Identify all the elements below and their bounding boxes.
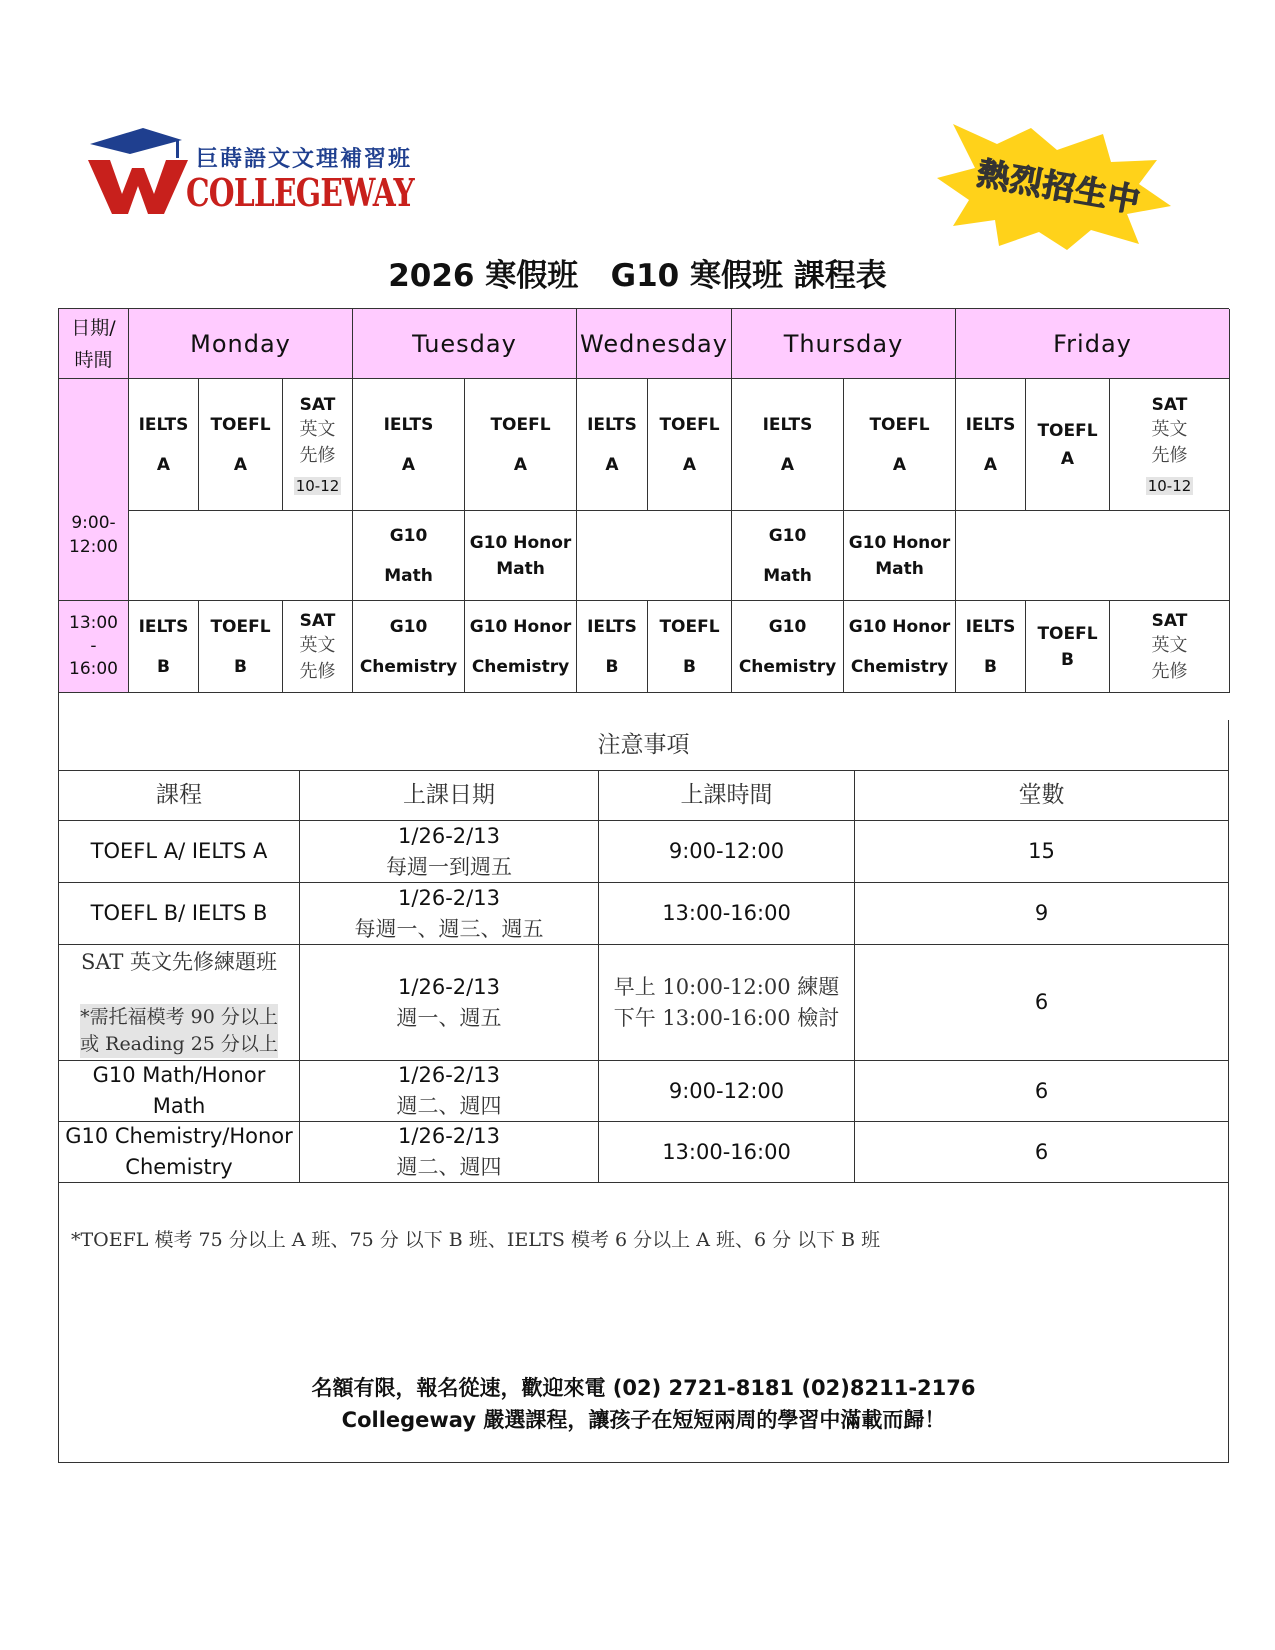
collegeway-logo <box>88 128 418 228</box>
class-level: A <box>1060 448 1075 469</box>
table-row-course <box>59 1122 300 1183</box>
table-row-course: TOEFL A/ IELTS A <box>59 821 300 883</box>
class-subtitle: 英文 <box>299 634 336 656</box>
class-wed-ielts-a <box>577 379 648 511</box>
class-fri-empty <box>956 511 1230 601</box>
class-subject: Math <box>875 558 924 579</box>
table-row-count: 6 <box>855 1061 1228 1122</box>
class-level: A <box>605 454 619 475</box>
class-name: IELTS <box>587 616 637 637</box>
class-level: A <box>780 454 795 475</box>
corner-label-date: 日期/ <box>71 316 116 339</box>
class-level: A <box>156 454 171 475</box>
class-level: A <box>892 454 907 475</box>
class-wed-empty <box>577 511 732 601</box>
class-name: G10 <box>768 616 807 637</box>
class-name: IELTS <box>587 414 637 435</box>
date-weekdays: 週二、週四 <box>396 1094 502 1118</box>
class-fri-toefl-b <box>1026 601 1110 693</box>
time-slot-afternoon <box>59 601 129 693</box>
class-name: G10 Honor <box>469 616 572 637</box>
contact-info <box>59 1372 1228 1436</box>
day-header-tuesday: Tuesday <box>353 309 577 379</box>
date-weekdays: 週二、週四 <box>396 1155 502 1179</box>
class-tue-toefl-a <box>465 379 577 511</box>
class-time-note: 10-12 <box>1147 476 1192 495</box>
class-level: A <box>401 454 416 475</box>
class-mon-sat <box>283 379 353 511</box>
course-name: SAT 英文先修練題班 <box>80 950 278 974</box>
class-wed-ielts-b <box>577 601 648 693</box>
class-name: TOEFL <box>659 616 720 637</box>
class-level: A <box>233 454 248 475</box>
table-row-time: 9:00-12:00 <box>599 1061 855 1122</box>
course-name: G10 Math/Honor <box>92 1063 266 1087</box>
date-weekdays: 每週一、週三、週五 <box>354 916 544 941</box>
course-requirement: 或 Reading 25 分以上 <box>80 1031 278 1058</box>
date-weekdays: 每週一到週五 <box>386 854 512 879</box>
class-fri-ielts-b <box>956 601 1026 693</box>
table-row-date <box>300 883 599 945</box>
date-weekdays: 週一、週五 <box>396 1005 502 1030</box>
class-name: TOEFL <box>210 616 271 637</box>
class-name: SAT <box>1151 394 1188 415</box>
class-fri-toefl-a <box>1026 379 1110 511</box>
date-range: 1/26-2/13 <box>398 974 500 999</box>
course-requirement: *需托福模考 90 分以上 <box>80 1004 278 1031</box>
course-name-cont: Chemistry <box>125 1155 233 1179</box>
class-subject: Math <box>496 558 545 579</box>
course-name: G10 Chemistry/Honor <box>65 1124 293 1148</box>
class-thu-ielts-a <box>732 379 844 511</box>
table-row-date <box>300 1061 599 1122</box>
table-row-date <box>300 1122 599 1183</box>
class-name: G10 <box>389 616 428 637</box>
day-header-monday: Monday <box>129 309 353 379</box>
time-review: 下午 13:00-16:00 檢討 <box>613 1005 840 1030</box>
page-title: 2026 寒假班 G10 寒假班 課程表 <box>388 258 887 294</box>
class-name: G10 Honor <box>848 532 951 553</box>
class-subject: Chemistry <box>471 656 570 677</box>
class-name: G10 Honor <box>469 532 572 553</box>
class-subtitle: 英文 <box>299 418 336 440</box>
badge-text: 熱烈招生中 <box>974 153 1144 221</box>
class-name: IELTS <box>965 616 1016 637</box>
class-name: IELTS <box>138 414 189 435</box>
class-subject: Math <box>384 565 433 586</box>
class-level: B <box>234 656 247 677</box>
class-mon-sat-afternoon <box>283 601 353 693</box>
class-fri-sat-afternoon <box>1110 601 1230 693</box>
notes-header-count: 堂數 <box>855 771 1228 821</box>
time-slot-morning <box>59 379 129 601</box>
table-row-course <box>59 1061 300 1122</box>
class-fri-sat <box>1110 379 1230 511</box>
class-name: TOEFL <box>490 414 551 435</box>
class-mon-ielts-a <box>129 379 199 511</box>
class-thu-toefl-a <box>844 379 956 511</box>
corner-label-time: 時間 <box>74 348 113 371</box>
schedule-table <box>58 308 1229 721</box>
table-row-course: TOEFL B/ IELTS B <box>59 883 300 945</box>
class-thu-g10-math <box>732 511 844 601</box>
class-subtitle: 英文 <box>1151 418 1188 440</box>
table-row-count: 6 <box>855 945 1228 1061</box>
class-subject: Math <box>763 565 812 586</box>
date-range: 1/26-2/13 <box>398 1063 500 1087</box>
class-level: A <box>682 454 697 475</box>
table-row-time <box>599 945 855 1061</box>
notes-header-time: 上課時間 <box>599 771 855 821</box>
day-header-thursday: Thursday <box>732 309 956 379</box>
class-tue-g10-honor-math <box>465 511 577 601</box>
class-level: A <box>513 454 528 475</box>
class-name: IELTS <box>762 414 813 435</box>
class-tue-g10-math <box>353 511 465 601</box>
class-wed-toefl-b <box>648 601 732 693</box>
table-row-date <box>300 821 599 883</box>
day-header-wednesday: Wednesday <box>577 309 732 379</box>
contact-slogan: Collegeway 嚴選課程，讓孩子在短短兩周的學習中滿載而歸！ <box>341 1408 946 1432</box>
time-slot-morning-end: 12:00 <box>69 536 118 557</box>
class-name: TOEFL <box>210 414 271 435</box>
placement-footnote: *TOEFL 模考 75 分以上 A 班、75 分 以下 B 班、IELTS 模考 6 分以上 A 班、6 分 以下 B 班 <box>71 1229 881 1251</box>
class-subject: Chemistry <box>359 656 458 677</box>
class-level: B <box>157 656 170 677</box>
class-name: TOEFL <box>1037 420 1098 441</box>
class-name: SAT <box>299 610 336 631</box>
logo-chinese-name: 巨蒔語文文理補習班 <box>196 146 413 172</box>
enrollment-badge <box>935 122 1175 254</box>
class-name: IELTS <box>138 616 189 637</box>
class-name: IELTS <box>965 414 1016 435</box>
class-level: B <box>605 656 619 677</box>
table-row-time: 9:00-12:00 <box>599 821 855 883</box>
time-slot-afternoon-end: 16:00 <box>69 659 118 679</box>
class-tue-g10-honor-chemistry <box>465 601 577 693</box>
class-fri-ielts-a <box>956 379 1026 511</box>
contact-phone: 名額有限，報名從速，歡迎來電 (02) 2721-8181 (02)8211-2176 <box>311 1376 976 1400</box>
logo-english-name: COLLEGEWAY <box>186 170 414 215</box>
table-row-count: 6 <box>855 1122 1228 1183</box>
time-slot-morning-start: 9:00- <box>71 512 116 533</box>
table-row-course <box>59 945 300 1061</box>
class-name: TOEFL <box>869 414 930 435</box>
table-row-count: 9 <box>855 883 1228 945</box>
class-mon-toefl-a <box>199 379 283 511</box>
class-subtitle: 先修 <box>1151 660 1188 682</box>
day-header-friday: Friday <box>956 309 1230 379</box>
class-thu-g10-honor-math <box>844 511 956 601</box>
class-name: TOEFL <box>1037 623 1098 644</box>
date-range: 1/26-2/13 <box>398 823 500 848</box>
class-name: IELTS <box>383 414 434 435</box>
class-subject: Chemistry <box>738 656 837 677</box>
class-time-note: 10-12 <box>295 476 340 495</box>
class-level: B <box>984 656 997 677</box>
class-subtitle: 先修 <box>299 660 336 682</box>
time-practice: 早上 10:00-12:00 練題 <box>613 974 840 999</box>
class-subtitle: 英文 <box>1151 634 1188 656</box>
table-row-count: 15 <box>855 821 1228 883</box>
date-range: 1/26-2/13 <box>398 1124 500 1148</box>
class-subtitle: 先修 <box>1151 444 1188 466</box>
table-row-time: 13:00-16:00 <box>599 1122 855 1183</box>
class-name: SAT <box>299 394 336 415</box>
time-slot-afternoon-dash: - <box>90 636 97 656</box>
class-tue-ielts-a <box>353 379 465 511</box>
notes-table <box>58 720 1229 1463</box>
class-name: G10 Honor <box>848 616 951 637</box>
class-thu-g10-honor-chemistry <box>844 601 956 693</box>
class-subject: Chemistry <box>850 656 949 677</box>
date-range: 1/26-2/13 <box>398 885 500 910</box>
class-name: TOEFL <box>659 414 720 435</box>
class-level: B <box>1061 649 1074 670</box>
class-thu-g10-chemistry <box>732 601 844 693</box>
time-slot-afternoon-start: 13:00 <box>69 613 118 633</box>
class-level: A <box>983 454 998 475</box>
class-subtitle: 先修 <box>299 444 336 466</box>
class-mon-ielts-b <box>129 601 199 693</box>
corner-header <box>59 309 129 379</box>
table-row-time: 13:00-16:00 <box>599 883 855 945</box>
notes-header-date: 上課日期 <box>300 771 599 821</box>
class-name: SAT <box>1151 610 1188 631</box>
course-name-cont: Math <box>152 1094 206 1118</box>
notes-header-course: 課程 <box>59 771 300 821</box>
class-mon-empty <box>129 511 353 601</box>
class-wed-toefl-a <box>648 379 732 511</box>
table-row-date <box>300 945 599 1061</box>
class-tue-g10-chemistry <box>353 601 465 693</box>
graduation-cap-w-icon <box>88 128 198 228</box>
class-mon-toefl-b <box>199 601 283 693</box>
class-name: G10 <box>768 525 807 546</box>
class-name: G10 <box>389 525 428 546</box>
class-level: B <box>683 656 696 677</box>
notes-title: 注意事項 <box>59 720 1228 771</box>
